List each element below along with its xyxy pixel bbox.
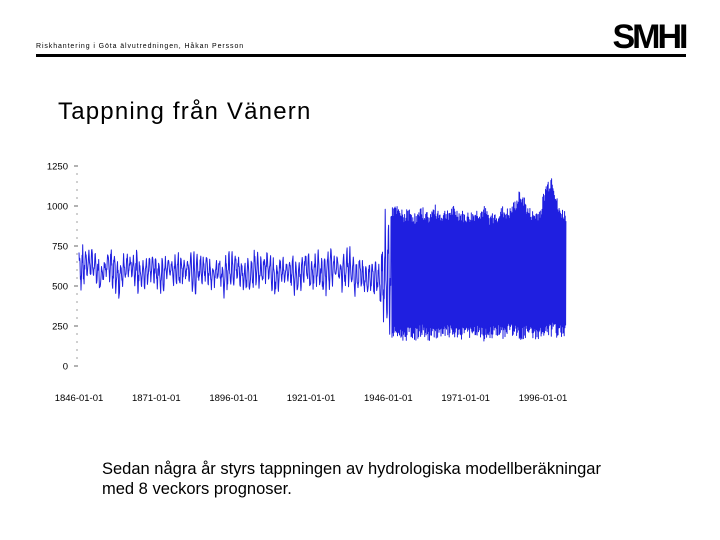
x-axis [55, 393, 568, 404]
caption-line-1: Sedan några år styrs tappningen av hydrologiska modellberäkningar [102, 460, 601, 478]
y-axis [47, 162, 78, 373]
x-tick-label: 1846-01-01 [54, 393, 104, 404]
x-tick-label: 1871-01-01 [132, 393, 181, 404]
slide-title: Tappning från Vänern [58, 98, 312, 125]
slide-caption [102, 459, 692, 499]
x-tick-label: 1946-01-01 [364, 393, 413, 404]
x-tick-label: 1896-01-01 [209, 393, 258, 404]
x-tick-label: 1971-01-01 [441, 393, 490, 404]
x-tick-label: 1921-01-01 [286, 393, 336, 404]
plot-area [79, 179, 566, 341]
series-line-0 [79, 179, 566, 341]
y-tick-label: 750 [52, 241, 68, 253]
y-tick-label: 0 [62, 361, 68, 373]
x-tick-label: 1996-01-01 [518, 393, 568, 404]
caption-line-2: med 8 veckors prognoser. [102, 480, 292, 498]
y-tick-label: 1250 [46, 161, 68, 173]
presentation-subtitle: Riskhantering i Göta älvutredningen, Håkan Persson [36, 43, 245, 50]
smhi-logo-text: SMHI [612, 18, 686, 53]
y-tick-label: 250 [52, 321, 68, 333]
y-tick-label: 1000 [46, 201, 68, 213]
y-tick-label: 500 [52, 281, 68, 293]
